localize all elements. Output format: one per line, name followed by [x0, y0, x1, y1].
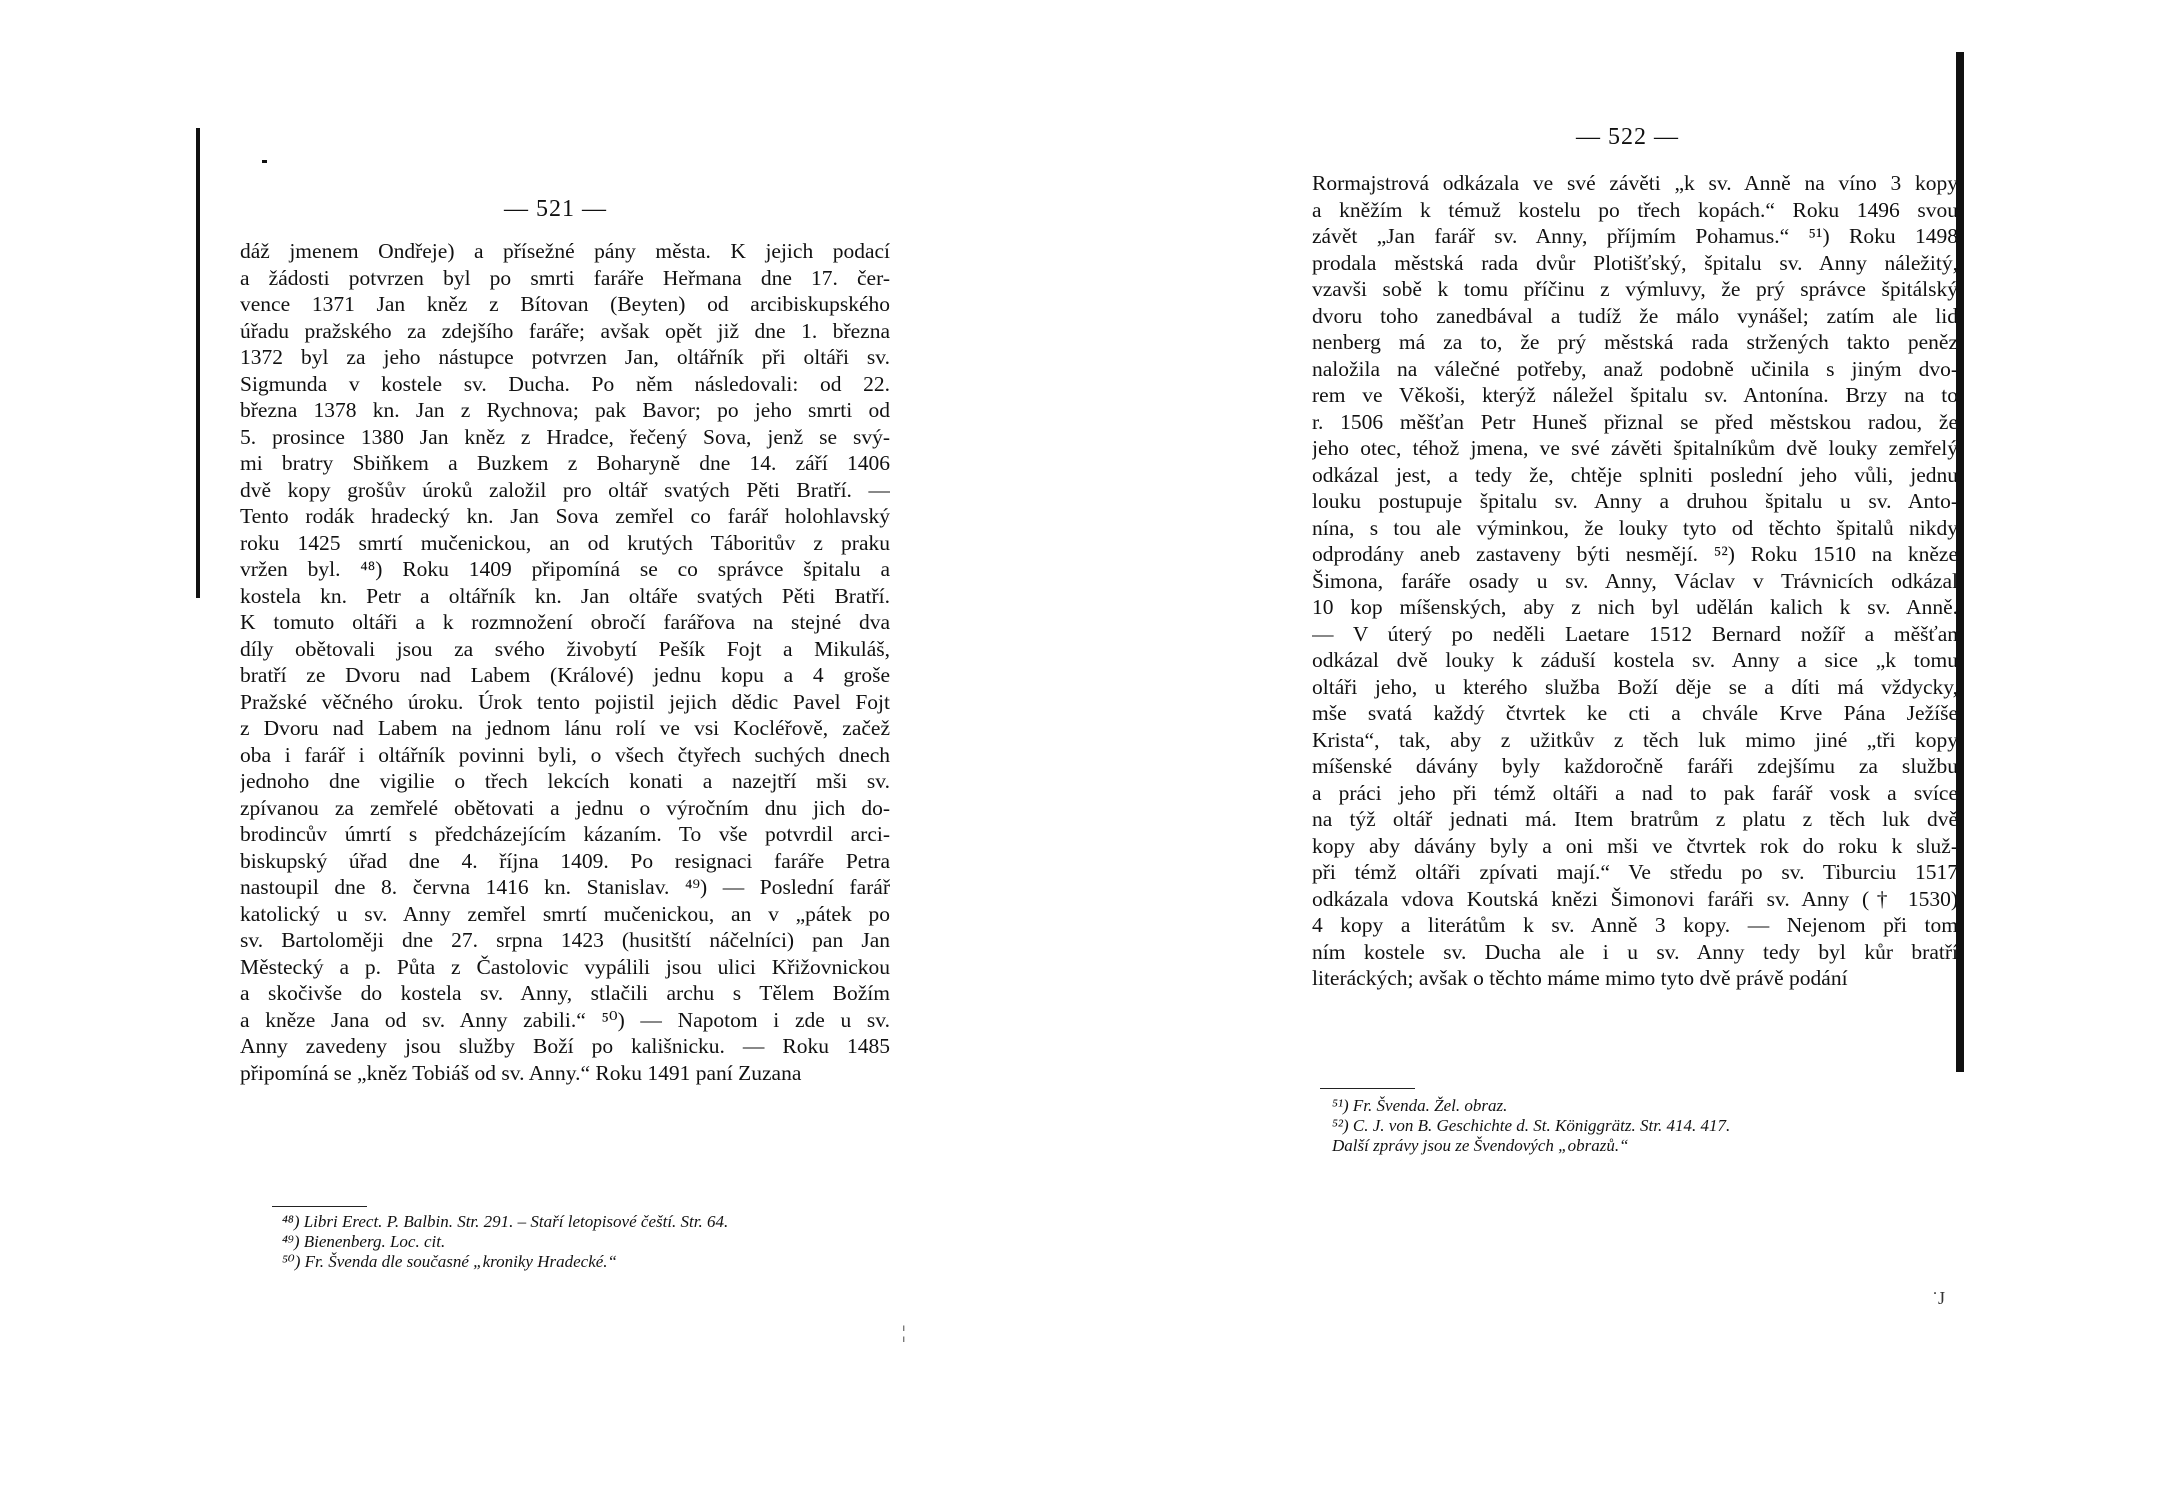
text-line: Anny zavedeny jsou služby Boží po kališnicku. — Roku 1485 [240, 1034, 890, 1058]
text-line: Rormajstrová odkázala ve své závěti „k sv. Anně na víno 3 kopy [1312, 171, 1958, 195]
text-line: nastoupil dne 8. června 1416 kn. Stanislav. ⁴⁹) — Poslední farář [240, 875, 890, 899]
text-line: mše svatá každý čtvrtek ke cti a chvále Krve Pána Ježíše [1312, 701, 1958, 725]
page-number: — 522 — [1576, 124, 1679, 150]
text-line: března 1378 kn. Jan z Rychnova; pak Bavor; po jeho smrti od [240, 398, 890, 422]
text-line: mi bratry Sbiňkem a Buzkem z Boharyně dne 14. září 1406 [240, 451, 890, 475]
text-line: Krista“, tak, aby z užitkův z těch luk mimo jiné „tři kopy [1312, 727, 1958, 752]
stray-mark-bottom-right: ˙J [1932, 1288, 1945, 1308]
text-line: a kněze Jana od sv. Anny zabili.“ ⁵⁰) — Napotom i zde u sv. [240, 1007, 890, 1032]
text-line: roku 1425 smrtí mučenickou, an od krutých Táboritův z praku [240, 530, 890, 555]
text-line: dvoru toho zanedbával a tudíž že málo vynášel; zatím ale lid [1312, 303, 1958, 328]
footnote-divider [272, 1206, 367, 1207]
text-line: jednoho dne vigilie o třech lekcích konati a nazejtří mši sv. [240, 769, 890, 793]
footnote: ⁴⁹) Bienenberg. Loc. cit. [282, 1232, 446, 1251]
text-line: Městecký a p. Půta z Častolovic vypálili jsou ulici Křižovnickou [240, 954, 890, 979]
right-page [1080, 0, 2166, 1500]
text-line: zpívanou za zemřelé obětovati a jednu o výročním dnu jich do- [240, 795, 890, 820]
text-line: bratří ze Dvoru nad Labem (Králové) jednu kopu a 4 groše [240, 663, 890, 687]
text-line: nína, s tou ale výminkou, že louky tyto od těchto špitalů nikdy [1312, 515, 1958, 540]
text-line: odkázala vdova Koutská knězi Šimonovi faráři sv. Anny († 1530) [1312, 886, 1958, 911]
text-line: jeho otec, téhož jmena, ve své závěti špitalníkům dvě louky zemřelý [1312, 436, 1958, 460]
text-line: katolický u sv. Anny zemřel smrtí mučenickou, an v „pátek po [240, 901, 890, 926]
text-line: závět „Jan farář sv. Anny, příjmím Pohamus.“ ⁵¹) Roku 1498 [1312, 224, 1958, 248]
footnote: ⁵¹) Fr. Švenda. Žel. obraz. [1332, 1096, 1508, 1115]
text-line: 5. prosince 1380 Jan kněz z Hradce, řečený Sova, jenž se svý- [240, 424, 890, 449]
text-line: oba i farář i oltářník povinni byli, o všech čtyřech suchých dnech [240, 742, 890, 767]
text-line: K tomuto oltáři a k rozmnožení obročí farářova na stejné dva [240, 610, 890, 634]
text-line: 4 kopy a literátům k sv. Anně 3 kopy. — Nejenom při tom [1312, 913, 1958, 937]
text-line: díly obětovali jsou za svého živobytí Pešík Fojt a Mikuláš, [240, 636, 890, 661]
text-line: připomíná se „kněz Tobiáš od sv. Anny.“ Roku 1491 paní Zuzana [240, 1060, 802, 1085]
text-line: ním kostele sv. Ducha ale i u sv. Anny tedy byl kůr bratří [1312, 939, 1958, 964]
stray-mark-bottom-center: ¦ [902, 1322, 906, 1342]
text-line: prodala městská rada dvůr Plotišťský, špitalu sv. Anny náležitý, [1312, 250, 1958, 275]
text-line: 1372 byl za jeho nástupce potvrzen Jan, oltářník při oltáři sv. [240, 345, 890, 369]
page-number: — 521 — [504, 196, 607, 222]
footnote-divider [1320, 1088, 1415, 1089]
footnote: ⁵²) C. J. von B. Geschichte d. St. Königgrätz. Str. 414. 417. [1332, 1116, 1731, 1135]
text-line: oltáři jeho, u kterého služba Boží děje se a díti má vždycky, [1312, 674, 1958, 699]
text-line: kostela kn. Petr a oltářník kn. Jan oltáře svatých Pěti Bratří. [240, 583, 890, 608]
footnotes [1332, 1096, 1958, 1156]
text-line: a kněžím k témuž kostelu po třech kopách.“ Roku 1496 svou [1312, 197, 1958, 222]
text-line: odkázal jest, a tedy že, chtěje splniti poslední jeho vůli, jednu [1312, 462, 1958, 487]
text-line: a žádosti potvrzen byl po smrti faráře Heřmana dne 17. čer- [240, 265, 890, 290]
text-line: na týž oltář jednati má. Item bratrům z platu z těch luk dvě [1312, 807, 1958, 831]
text-line: biskupský úřad dne 4. října 1409. Po resignaci faráře Petra [240, 848, 890, 873]
text-line: Sigmunda v kostele sv. Ducha. Po něm následovali: od 22. [240, 371, 890, 396]
text-line: míšenské dávány byly každoročně faráři zdejšímu za službu [1312, 754, 1958, 778]
text-line: odprodány aneb zastaveny býti nesmějí. ⁵²) Roku 1510 na kněze [1312, 542, 1958, 566]
text-line: z Dvoru nad Labem na jednom lánu rolí ve vsi Kocléřově, začež [240, 716, 890, 740]
text-line: Pražské věčného úroku. Úrok tento pojistil jejich dědic Pavel Fojt [240, 689, 890, 714]
text-line: naložila na válečné potřeby, anaž podobně učinila s jiným dvo- [1312, 356, 1958, 381]
text-line: úřadu pražského za zdejšího faráře; avšak opět již dne 1. března [240, 318, 890, 343]
text-line: r. 1506 měšťan Petr Huneš přiznal se před městskou radou, že [1312, 409, 1958, 434]
text-line: literáckých; avšak o těchto máme mimo tyto dvě právě podání [1312, 966, 1848, 990]
text-line: — V úterý po neděli Laetare 1512 Bernard nožíř a měšťan [1312, 621, 1958, 646]
text-line: sv. Bartoloměji dne 27. srpna 1423 (husitští náčelníci) pan Jan [240, 928, 890, 952]
text-line: dvě kopy grošův úroků založil pro oltář svatých Pěti Bratří. — [240, 477, 890, 502]
text-line: louku postupuje špitalu sv. Anny a druhou špitalu u sv. Anto- [1312, 489, 1958, 513]
text-line: vržen byl. ⁴⁸) Roku 1409 připomíná se co správce špitalu a [240, 557, 890, 581]
left-page [0, 0, 1080, 1500]
text-line: a práci jeho při témž oltáři a nad to pak farář vosk a svíce [1312, 780, 1958, 805]
text-line: rem ve Věkoši, kterýž náležel špitalu sv. Antonína. Brzy na to [1312, 383, 1958, 407]
footnote: ⁵⁰) Fr. Švenda dle současné „kroniky Hradecké.“ [282, 1252, 618, 1271]
text-line: při témž oltáři zpívati mají.“ Ve středu po sv. Tiburciu 1517 [1312, 860, 1958, 884]
body-text [1312, 170, 1958, 992]
text-line: dáž jmenem Ondřeje) a přísežné pány města. K jejich podací [240, 239, 890, 263]
text-line: odkázal dvě louky k záduší kostela sv. Anny a sice „k tomu [1312, 648, 1958, 672]
text-line: 10 kop míšenských, aby z nich byl udělán kalich k sv. Anně. [1312, 595, 1958, 619]
text-line: Tento rodák hradecký kn. Jan Sova zemřel co farář holohlavský [240, 504, 890, 528]
text-line: vzavši sobě k tomu příčinu z výmluvy, že prý správce špitálský [1312, 277, 1958, 301]
text-line: kopy aby dávány byly a oni mši ve čtvrtek rok do roku k služ- [1312, 833, 1958, 858]
text-line: brodincův úmrtí s předcházejícím kázaním. To vše potvrdil arci- [240, 822, 890, 846]
footnote: Další zprávy jsou ze Švendových „obrazů.“ [1332, 1136, 1629, 1155]
text-line: nenberg má za to, že prý městská rada stržených takto peněz [1312, 330, 1958, 354]
footnotes [282, 1212, 912, 1272]
text-line: a skočivše do kostela sv. Anny, stlačili archu s Tělem Božím [240, 981, 890, 1005]
footnote: ⁴⁸) Libri Erect. P. Balbin. Str. 291. – Staří letopisové čeští. Str. 64. [282, 1212, 729, 1231]
text-line: Šimona, faráře osady u sv. Anny, Václav v Trávnicích odkázal [1312, 568, 1958, 593]
body-text [240, 238, 890, 1086]
text-line: vence 1371 Jan kněz z Bítovan (Beyten) od arcibiskupského [240, 292, 890, 316]
